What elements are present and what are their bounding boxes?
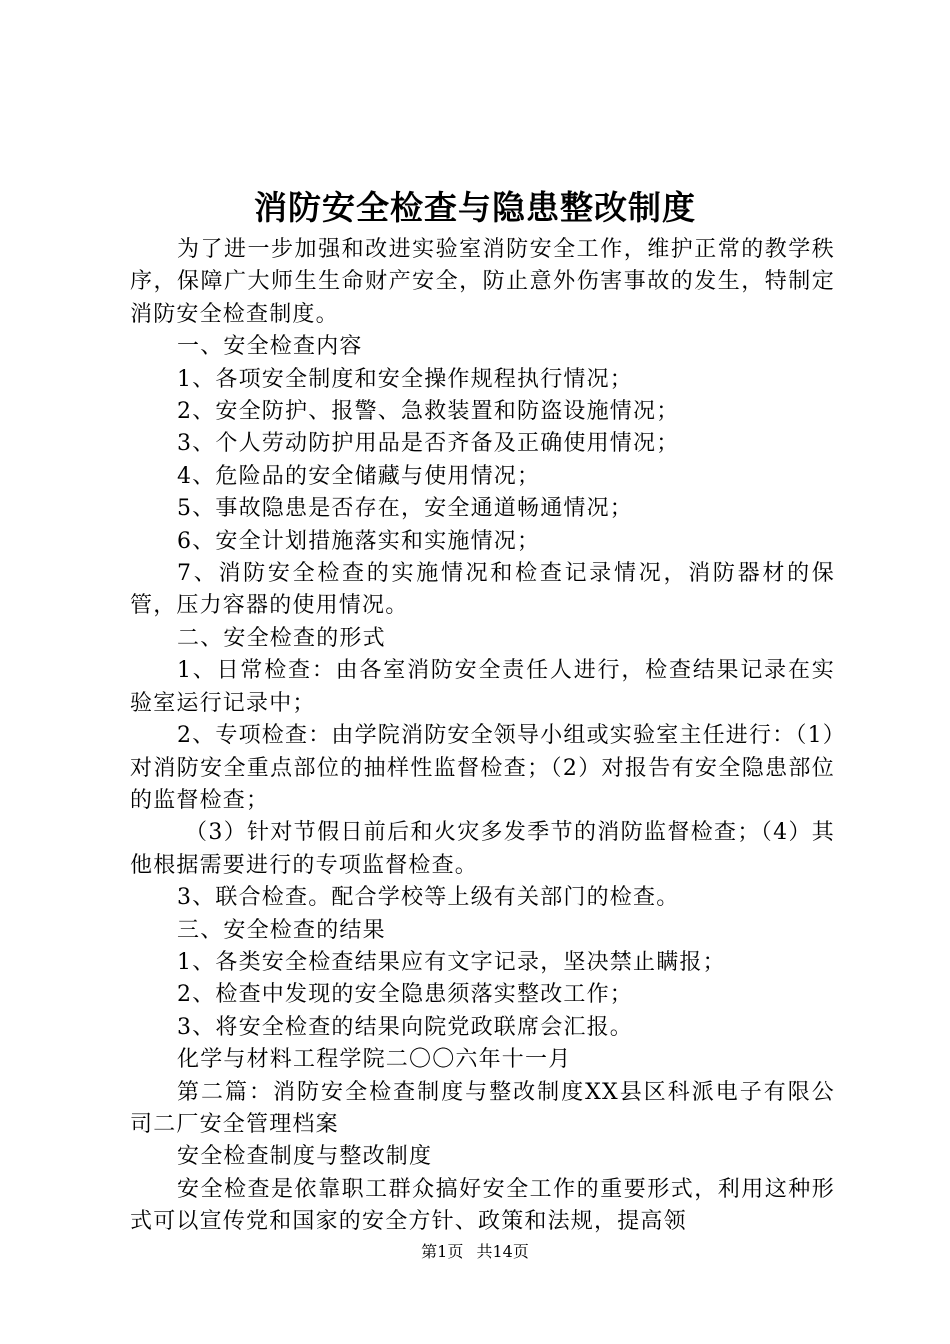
list-item: 2、专项检查：由学院消防安全领导小组或实验室主任进行：（1）对消防安全重点部位的抽样性监督检查；（2）对报告有安全隐患部位的监督检查； — [130, 723, 835, 813]
paragraph-intro: 为了进一步加强和改进实验室消防安全工作，维护正常的教学秩序，保障广大师生生命财产安全，防止意外伤害事故的发生，特制定消防安全检查制度。 — [130, 237, 835, 327]
list-item: 3、将安全检查的结果向院党政联席会汇报。 — [177, 1014, 633, 1040]
page-footer — [0, 1240, 950, 1264]
list-item: 5、事故隐患是否存在，安全通道畅通情况； — [177, 496, 633, 522]
list-item: （3）针对节假日前后和火灾多发季节的消防监督检查；（4）其他根据需要进行的专项监督检查。 — [130, 820, 835, 878]
list-item: 1、各类安全检查结果应有文字记录，坚决禁止瞒报； — [177, 949, 726, 975]
list-item: 3、个人劳动防护用品是否齐备及正确使用情况； — [177, 431, 680, 457]
page-number: 第1页 — [421, 1242, 464, 1261]
document-body — [130, 234, 835, 1239]
section-heading-3: 三、安全检查的结果 — [177, 917, 386, 943]
paragraph-text: 安全检查是依靠职工群众搞好安全工作的重要形式，利用这种形式可以宣传党和国家的安全方针、政策和法规，提高领 — [130, 1176, 835, 1235]
list-item: 3、联合检查。配合学校等上级有关部门的检查。 — [177, 885, 680, 911]
list-item: 2、安全防护、报警、急救装置和防盗设施情况； — [177, 399, 680, 425]
list-item: 2、检查中发现的安全隐患须落实整改工作； — [177, 982, 633, 1008]
chapter-heading: 第二篇：消防安全检查制度与整改制度XX县区科派电子有限公司二厂安全管理档案 — [130, 1079, 835, 1137]
list-item: 6、安全计划措施落实和实施情况； — [177, 528, 541, 554]
list-item: 1、各项安全制度和安全操作规程执行情况； — [177, 366, 633, 392]
section-heading-1: 一、安全检查内容 — [177, 334, 363, 360]
list-item: 1、日常检查：由各室消防安全责任人进行，检查结果记录在实验室运行记录中； — [130, 658, 835, 716]
subtitle: 安全检查制度与整改制度 — [177, 1144, 433, 1170]
signature-line: 化学与材料工程学院二〇〇六年十一月 — [177, 1047, 572, 1073]
list-item: 4、危险品的安全储藏与使用情况； — [177, 463, 541, 489]
document-title: 消防安全检查与隐患整改制度 — [254, 188, 696, 227]
page-total: 共14页 — [476, 1242, 529, 1261]
section-heading-2: 二、安全检查的形式 — [177, 625, 386, 651]
list-item: 7、消防安全检查的实施情况和检查记录情况，消防器材的保管，压力容器的使用情况。 — [130, 561, 835, 619]
